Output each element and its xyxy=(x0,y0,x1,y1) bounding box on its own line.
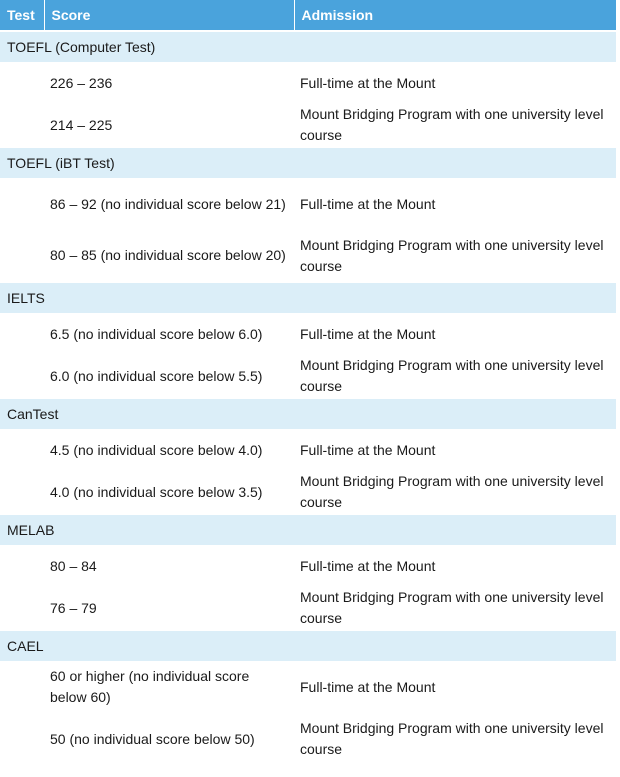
group-row xyxy=(0,630,616,661)
table-row xyxy=(0,545,616,587)
group-row xyxy=(0,147,616,178)
group-row xyxy=(0,282,616,313)
group-title: TOEFL (Computer Test) xyxy=(0,31,616,62)
admission-cell: Full-time at the Mount xyxy=(300,678,436,695)
table-row xyxy=(0,471,616,514)
table-row xyxy=(0,661,616,713)
group-title: MELAB xyxy=(0,514,616,545)
score-cell: 60 or higher (no individual score below 60) xyxy=(50,668,250,705)
score-cell: 80 – 85 (no individual score below 20) xyxy=(50,247,286,263)
table-row xyxy=(0,104,616,147)
table-row xyxy=(0,313,616,355)
group-row xyxy=(0,398,616,429)
score-cell: 6.5 (no individual score below 6.0) xyxy=(50,325,263,342)
table-row xyxy=(0,355,616,398)
score-cell: 76 – 79 xyxy=(50,599,97,616)
score-cell: 80 – 84 xyxy=(50,557,97,574)
admission-cell: Mount Bridging Program with one university level course xyxy=(300,357,604,394)
header-admission: Admission xyxy=(294,0,616,31)
header-row xyxy=(0,0,616,31)
score-cell: 50 (no individual score below 50) xyxy=(50,730,255,747)
score-cell: 226 – 236 xyxy=(50,74,113,91)
score-cell: 4.0 (no individual score below 3.5) xyxy=(50,483,263,500)
table-row xyxy=(0,713,616,765)
group-title: CAEL xyxy=(0,630,616,661)
admission-cell: Mount Bridging Program with one university level course xyxy=(300,106,604,143)
group-title: CanTest xyxy=(0,398,616,429)
group-row xyxy=(0,514,616,545)
group-title: TOEFL (iBT Test) xyxy=(0,147,616,178)
header-test: Test xyxy=(0,0,44,31)
group-row xyxy=(0,31,616,62)
table-row xyxy=(0,429,616,471)
table-row xyxy=(0,178,616,230)
table-row xyxy=(0,230,616,282)
score-cell: 214 – 225 xyxy=(50,116,113,133)
score-cell: 4.5 (no individual score below 4.0) xyxy=(50,441,263,458)
group-title: IELTS xyxy=(0,282,616,313)
admission-cell: Full-time at the Mount xyxy=(300,557,436,574)
table-row xyxy=(0,587,616,630)
table-row xyxy=(0,62,616,104)
admission-cell: Full-time at the Mount xyxy=(300,195,436,212)
admission-cell: Mount Bridging Program with one university level course xyxy=(300,236,604,274)
admission-cell: Mount Bridging Program with one university level course xyxy=(300,473,604,510)
score-cell: 6.0 (no individual score below 5.5) xyxy=(50,367,263,384)
admission-cell: Mount Bridging Program with one university level course xyxy=(300,720,604,757)
header-score: Score xyxy=(44,0,294,31)
admission-cell: Mount Bridging Program with one university level course xyxy=(300,589,604,626)
score-cell: 86 – 92 (no individual score below 21) xyxy=(50,195,286,212)
admission-cell: Full-time at the Mount xyxy=(300,325,436,342)
admission-cell: Full-time at the Mount xyxy=(300,441,436,458)
admission-cell: Full-time at the Mount xyxy=(300,74,436,91)
